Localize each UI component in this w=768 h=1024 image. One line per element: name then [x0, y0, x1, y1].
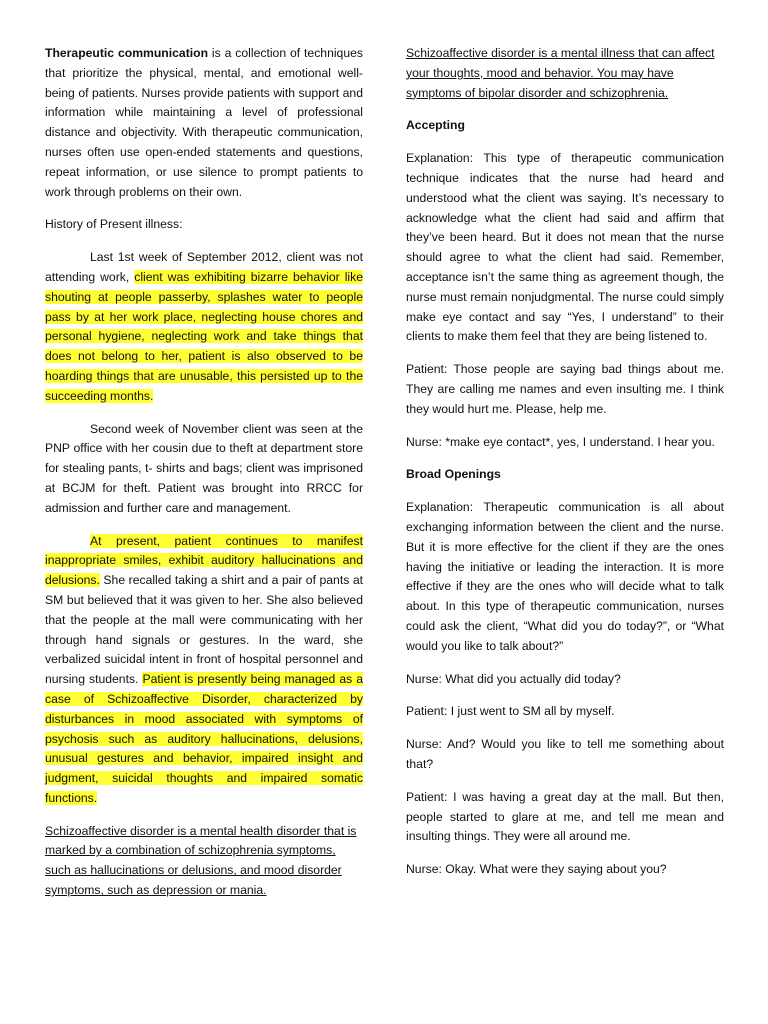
hpi-paragraph-3-text: She recalled taking a shirt and a pair of pants at SM but believed that it was given to her. She also believed that the people at the mall were communicating with her through hand signals or gestures. In the ward, she verbalized suicidal intent in front of hospital personnel and nursing students. [45, 573, 363, 687]
dialogue-line: Patient: I just went to SM all by myself. [406, 704, 615, 719]
hpi-heading: History of Present illness: [45, 217, 183, 232]
left-column [45, 44, 363, 914]
definition-mental-health: Schizoaffective disorder is a mental health disorder that is marked by a combination of schizophrenia symptoms, such as hallucinations or delusions, and mood disorder symptoms, such as depression or mania. [45, 823, 357, 898]
right-column [406, 44, 724, 893]
hpi-paragraph-1 [45, 248, 363, 406]
highlight-present-symptoms: At present, patient continues to manifest inappropriate smiles, exhibit auditory hallucinations and delusions. [45, 533, 363, 588]
accepting-heading: Accepting [406, 118, 465, 133]
hpi-paragraph-2: Second week of November client was seen at the PNP office with her cousin due to theft at department store for stealing pants, t- shirts and bags; client was imprisoned at BCJM for theft. Patient was brought into RRCC for admission and further care and management. [45, 421, 363, 515]
intro-paragraph [45, 44, 363, 202]
broad-openings-heading: Broad Openings [406, 467, 501, 482]
accepting-nurse-line: Nurse: *make eye contact*, yes, I understand. I hear you. [406, 434, 715, 449]
definition-mental-illness: Schizoaffective disorder is a mental illness that can affect your thoughts, mood and behavior. You may have symptoms of bipolar disorder and schizophrenia. [406, 46, 715, 100]
hpi-paragraph-1-text: Last 1st week of September 2012, client was not attending work, [45, 250, 363, 284]
intro-text: is a collection of techniques that prioritize the physical, mental, and emotional well-being of patients. Nurses provide patients with support and information while maintaining a level of professional distance and objectivity. With therapeutic communication, nurses often use open-ended statements and questions, repeat information, or use silence to prompt patients to work through problems on their own. [45, 46, 363, 199]
dialogue-line: Nurse: And? Would you like to tell me something about that? [406, 737, 724, 771]
highlight-bizarre-behavior: client was exhibiting bizarre behavior like shouting at people passerby, splashes water to people pass by at her work place, neglecting house chores and personal hygiene, neglecting work and take things that does not belong to her, patient is also observed to be hoarding things that are unusable, this persisted up to the succeeding months. [45, 269, 363, 403]
intro-term: Therapeutic communication [45, 46, 209, 60]
accepting-patient-line: Patient: Those people are saying bad things about me. They are calling me names and even insulting me. I think they would hurt me. Please, help me. [406, 362, 724, 416]
dialogue-line: Patient: I was having a great day at the mall. But then, people started to glare at me, and tell me mean and insulting things. They were all around me. [406, 789, 724, 844]
dialogue-line: Nurse: Okay. What were they saying about you? [406, 862, 667, 877]
broad-openings-explanation: Explanation: Therapeutic communication is all about exchanging information between the client and the nurse. But it is more effective for the client if they are the ones having the initiative or leading the interaction. It is more effective if they are the ones who will decide what to talk about. In this type of therapeutic communication, nurses could ask the client, “What did you do today?”, or “What would you like to talk about?” [406, 500, 724, 653]
hpi-paragraph-3 [45, 532, 363, 809]
highlight-diagnosis: Patient is presently being managed as a case of Schizoaffective Disorder, characterized by disturbances in mood associated with symptoms of psychosis such as auditory hallucinations, delusions, unusual gestures and behavior, impaired insight and judgment, suicidal thoughts and impaired somatic functions. [45, 672, 363, 805]
accepting-explanation: Explanation: This type of therapeutic communication technique indicates that the nurse had heard and understood what the client was saying. It’s necessary to acknowledge what the client had said and affirm that they’ve been heard. But it does not mean that the nurse should agree to what the client had said. Remember, acceptance isn’t the same thing as agreement though, the nurse must remain nonjudgmental. The nurse could simply make eye contact and say “Yes, I understand” to their clients to make them feel that they are being listened to. [406, 151, 724, 344]
dialogue-line: Nurse: What did you actually did today? [406, 671, 621, 686]
